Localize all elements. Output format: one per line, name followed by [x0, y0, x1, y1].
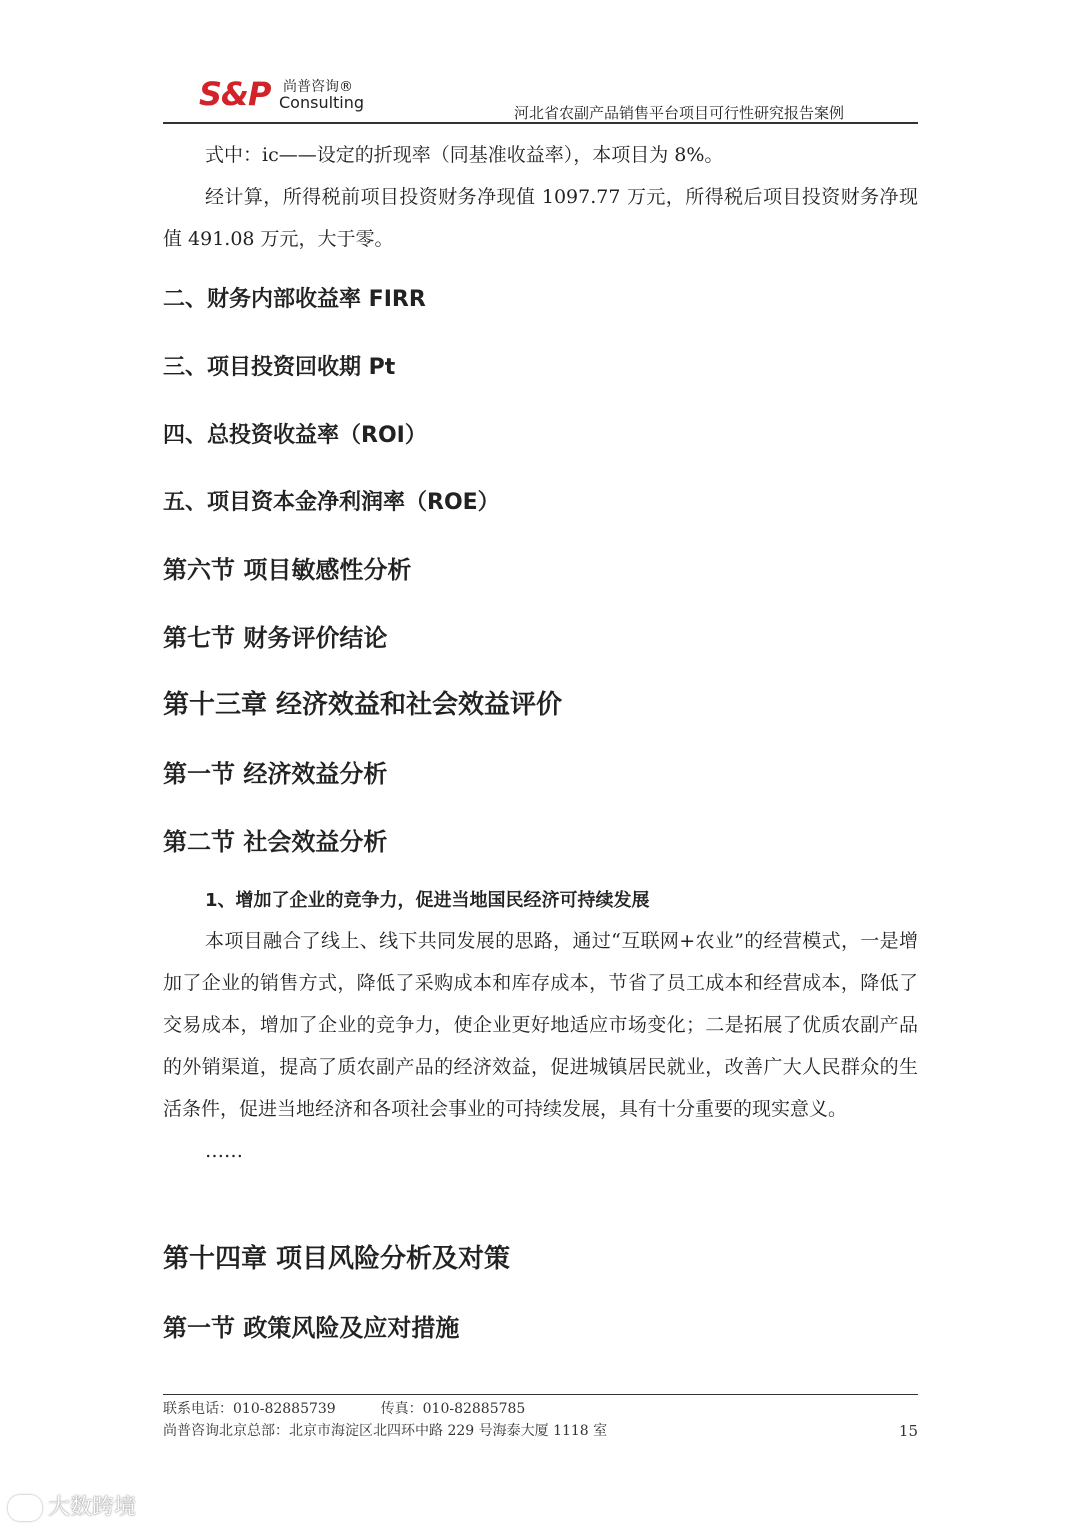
heading-chapter-14: 第十四章 项目风险分析及对策	[163, 1244, 511, 1274]
paragraph-social-benefit: 本项目融合了线上、线下共同发展的思路，通过“互联网+农业”的经营模式，一是增加了企业的销售方式，降低了采购成本和库存成本，节省了员工成本和经营成本，降低了交易成本，增加了企业的竞争力，使企业更好地适应市场变化；二是拓展了优质农副产品的外销渠道，提高了质农副产品的经济效益，促进城镇居民就业，改善广大人民群众的生活条件，促进当地经济和各项社会事业的可持续发展，具有十分重要的现实意义。	[163, 930, 918, 1120]
page-header	[163, 70, 918, 122]
header-divider	[163, 122, 918, 124]
heading-chapter-13: 第十三章 经济效益和社会效益评价	[163, 690, 563, 720]
watermark	[8, 1490, 136, 1521]
heading-section-6: 第六节 项目敏感性分析	[163, 556, 412, 584]
paragraph-npv: 经计算，所得税前项目投资财务净现值 1097.77 万元，所得税后项目投资财务净现值 491.08 万元，大于零。	[163, 186, 918, 250]
heading-social-benefit: 第二节 社会效益分析	[163, 828, 388, 856]
report-title: 河北省农副产品销售平台项目可行性研究报告案例	[513, 104, 844, 122]
watermark-text: 大数跨境	[48, 1495, 137, 1520]
page-number: 15	[898, 1422, 918, 1440]
heading-payback-period: 三、项目投资回收期 Pt	[163, 355, 396, 380]
heading-roi: 四、总投资收益率（ROI）	[163, 423, 427, 448]
subheading-competitiveness: 1、增加了企业的竞争力，促进当地国民经济可持续发展	[205, 890, 650, 911]
footer-phone: 联系电话：010-82885739	[163, 1401, 336, 1417]
footer-address: 尚普咨询北京总部：北京市海淀区北四环中路 229 号海泰大厦 1118 室	[163, 1423, 608, 1439]
ellipsis: ……	[205, 1140, 243, 1162]
footer-fax: 传真：010-82885785	[380, 1401, 526, 1417]
paragraph-discount-rate: 式中：ic——设定的折现率（同基准收益率），本项目为 8%。	[205, 144, 724, 166]
logo-chinese-text: 尚普咨询®	[283, 79, 353, 95]
page-footer	[163, 1398, 918, 1442]
footer-divider	[163, 1394, 918, 1395]
heading-firr: 二、财务内部收益率 FIRR	[163, 287, 426, 312]
heading-roe: 五、项目资本金净利润率（ROE）	[163, 490, 500, 515]
heading-policy-risk: 第一节 政策风险及应对措施	[163, 1314, 460, 1342]
heading-section-7: 第七节 财务评价结论	[163, 624, 388, 652]
logo-english-text: Consulting	[279, 93, 365, 112]
logo-mark: S&P	[199, 75, 271, 113]
chat-bubble-icon	[8, 1495, 42, 1521]
heading-economic-benefit: 第一节 经济效益分析	[163, 760, 388, 788]
